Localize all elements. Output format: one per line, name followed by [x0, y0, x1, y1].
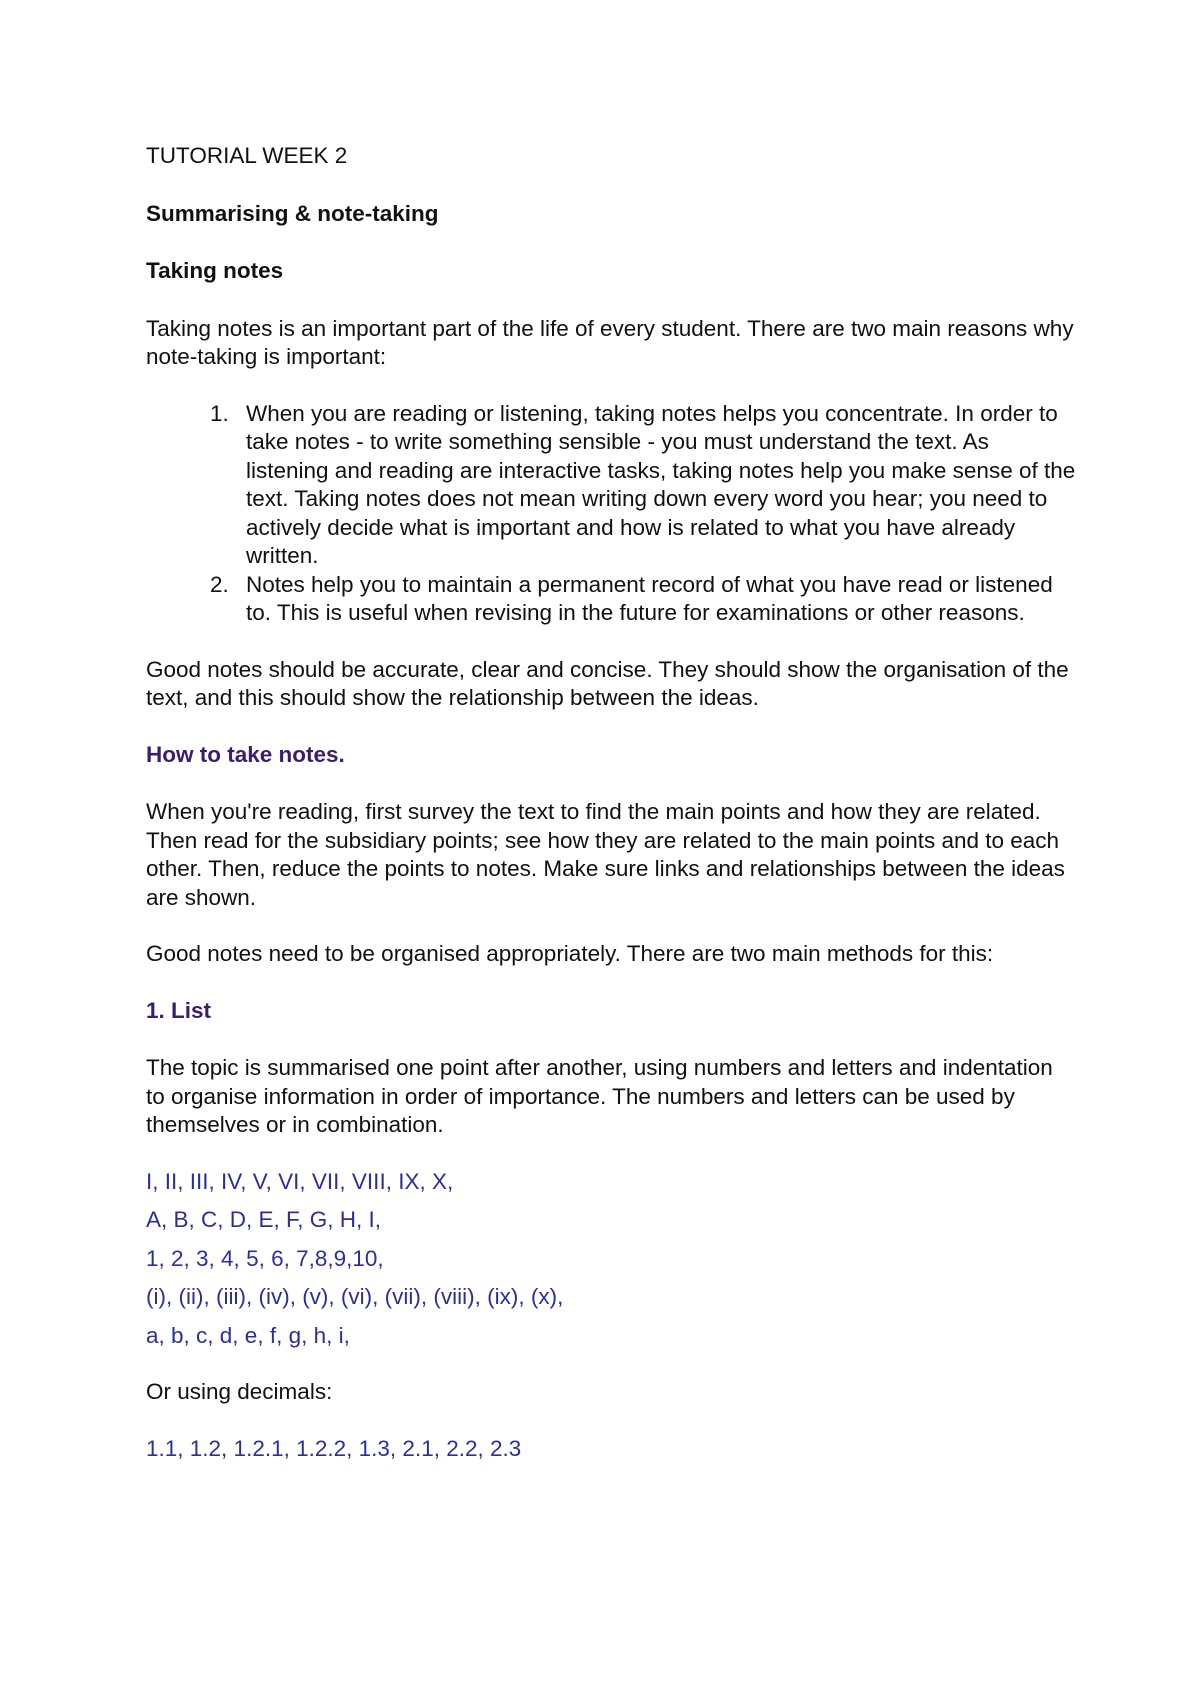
reason-text: When you are reading or listening, taking notes helps you concentrate. In order to take notes - to write something sensible - you must understand the text. As listening and reading are interactive tasks, taking notes help you make sense of the text. Taking notes does not mean writing down every word you hear; you need to actively decide what is important and how is related to what you have already written.: [246, 400, 1076, 568]
decimals-label: Or using decimals:: [146, 1379, 333, 1404]
sequence-numbers: 1, 2, 3, 4, 5, 6, 7,8,9,10,: [146, 1245, 384, 1271]
intro-paragraph: Taking notes is an important part of the life of every student. There are two main reasons why note-taking is important:: [146, 315, 1074, 369]
sequence-roman-upper: I, II, III, IV, V, VI, VII, VIII, IX, X,: [146, 1168, 454, 1194]
reason-number: 2.: [210, 571, 229, 597]
sequence-decimals: 1.1, 1.2, 1.2.1, 1.2.2, 1.3, 2.1, 2.2, 2.3: [146, 1435, 522, 1461]
document-subtitle: Summarising & note-taking: [146, 200, 439, 226]
sequence-letters-lower: a, b, c, d, e, f, g, h, i,: [146, 1322, 350, 1348]
list-paragraph: The topic is summarised one point after another, using numbers and letters and indentation to organise information in order of importance. The numbers and letters can be used by themselves or in combination.: [146, 1055, 1053, 1137]
good-notes-paragraph: Good notes should be accurate, clear and concise. They should show the organisation of the text, and this should show the relationship between the ideas.: [146, 656, 1069, 710]
reasons-list: [146, 400, 1076, 628]
section-heading-how-to-take-notes: How to take notes.: [146, 741, 345, 767]
reason-item: [146, 571, 1076, 628]
sequence-roman-lower: (i), (ii), (iii), (iv), (v), (vi), (vii), (viii), (ix), (x),: [146, 1284, 564, 1309]
reason-text: Notes help you to maintain a permanent record of what you have read or listened to. This is useful when revising in the future for examinations or other reasons.: [246, 571, 1053, 625]
document-page: [146, 142, 1076, 1473]
reason-item: [146, 400, 1076, 571]
sequence-letters-upper: A, B, C, D, E, F, G, H, I,: [146, 1207, 382, 1232]
section-heading-taking-notes: Taking notes: [146, 258, 284, 283]
section-heading-list: 1. List: [146, 997, 212, 1023]
organised-paragraph: Good notes need to be organised appropriately. There are two main methods for this:: [146, 941, 994, 966]
reason-number: 1.: [210, 400, 229, 426]
reading-paragraph: When you're reading, first survey the text to find the main points and how they are related. Then read for the subsidiary points; see how they are related to the main points and to each other. Then, reduce the points to notes. Make sure links and relationships between the ideas are shown.: [146, 799, 1065, 910]
document-title: TUTORIAL WEEK 2: [146, 143, 348, 168]
